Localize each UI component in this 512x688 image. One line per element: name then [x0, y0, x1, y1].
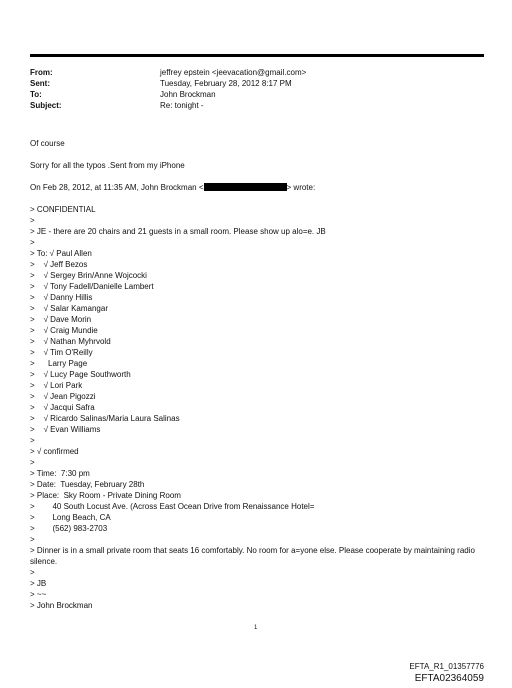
- header-rule: [30, 54, 484, 57]
- quoted-line: > Time: 7:30 pm: [30, 469, 90, 478]
- subject-label: Subject:: [30, 101, 62, 110]
- quoted-line: >: [30, 436, 35, 445]
- redaction-bar: [204, 183, 287, 191]
- quoted-line: > Date: Tuesday, February 28th: [30, 480, 145, 489]
- subject-row: [30, 100, 490, 111]
- typos-text: Sorry for all the typos .Sent from my iPhone: [30, 161, 185, 170]
- quoted-line: > Place: Sky Room - Private Dining Room: [30, 491, 181, 500]
- quoted-line: > √ Tony Fadell/Danielle Lambert: [30, 282, 154, 291]
- from-label: From:: [30, 68, 53, 77]
- quoted-line: > √ Ricardo Salinas/Maria Laura Salinas: [30, 414, 180, 423]
- quoted-line: > √ Nathan Myhrvold: [30, 337, 111, 346]
- quoted-line: > √ Dave Morin: [30, 315, 92, 324]
- signature-block: [30, 567, 490, 611]
- quoted-line: > √ confirmed: [30, 447, 79, 456]
- dinner-note: > Dinner is in a small private room that seats 16 comfortably. No room for a=yone else. Please cooperate by maintaining radio silence.: [30, 546, 475, 566]
- from-value: jeffrey epstein <jeevacation@gmail.com>: [160, 68, 307, 77]
- quoted-line: > √ Danny Hillis: [30, 293, 93, 302]
- quoted-line: > √ Jeff Bezos: [30, 260, 88, 269]
- quoted-line: > (562) 983-2703: [30, 524, 108, 533]
- quoted-line: >: [30, 535, 35, 544]
- quoted-line: > JB: [30, 579, 47, 588]
- quoted-line: > John Brockman: [30, 601, 93, 610]
- quoted-line: > √ Sergey Brin/Anne Wojcocki: [30, 271, 147, 280]
- email-body: [30, 138, 490, 611]
- quoted-line: > Long Beach, CA: [30, 513, 111, 522]
- quoted-line: > √ Evan Williams: [30, 425, 101, 434]
- quoted-line: > √ Tim O'Reilly: [30, 348, 93, 357]
- to-value: John Brockman: [160, 90, 216, 99]
- quoted-line: >: [30, 568, 35, 577]
- quoted-line: >: [30, 458, 35, 467]
- email-header: [30, 67, 490, 111]
- sent-row: [30, 78, 490, 89]
- quoted-line: > √ Craig Mundie: [30, 326, 98, 335]
- quoted-line: > √ Lucy Page Southworth: [30, 370, 131, 379]
- quoted-line: > JE - there are 20 chairs and 21 guests in a small room. Please show up alo=e. JB: [30, 227, 326, 236]
- quoted-line: > Larry Page: [30, 359, 88, 368]
- footer-ref-2: EFTA02364059: [414, 673, 484, 684]
- quoted-message: [30, 204, 490, 545]
- sent-value: Tuesday, February 28, 2012 8:17 PM: [160, 79, 292, 88]
- from-row: [30, 67, 490, 78]
- quoted-line: > √ Jacqui Safra: [30, 403, 95, 412]
- footer-ref-1: EFTA_R1_01357776: [409, 662, 484, 671]
- sent-label: Sent:: [30, 79, 50, 88]
- quote-suffix: > wrote:: [286, 183, 316, 192]
- quoted-line: > √ Lori Park: [30, 381, 83, 390]
- quoted-line: > CONFIDENTIAL: [30, 205, 96, 214]
- reply-text: Of course: [30, 139, 65, 148]
- quoted-line: >: [30, 238, 35, 247]
- quoted-line: > 40 South Locust Ave. (Across East Ocean Drive from Renaissance Hotel=: [30, 502, 315, 511]
- quoted-line: > ~~: [30, 590, 47, 599]
- quote-attribution: [30, 182, 490, 193]
- quoted-line: >: [30, 216, 35, 225]
- quoted-line: > √ Jean Pigozzi: [30, 392, 96, 401]
- to-row: [30, 89, 490, 100]
- to-label: To:: [30, 90, 42, 99]
- quote-prefix: On Feb 28, 2012, at 11:35 AM, John Brockman <: [30, 183, 204, 192]
- page-number: 1: [254, 625, 258, 631]
- subject-value: Re: tonight -: [160, 101, 204, 110]
- quoted-line: > √ Salar Kamangar: [30, 304, 108, 313]
- quoted-line: > To: √ Paul Allen: [30, 249, 92, 258]
